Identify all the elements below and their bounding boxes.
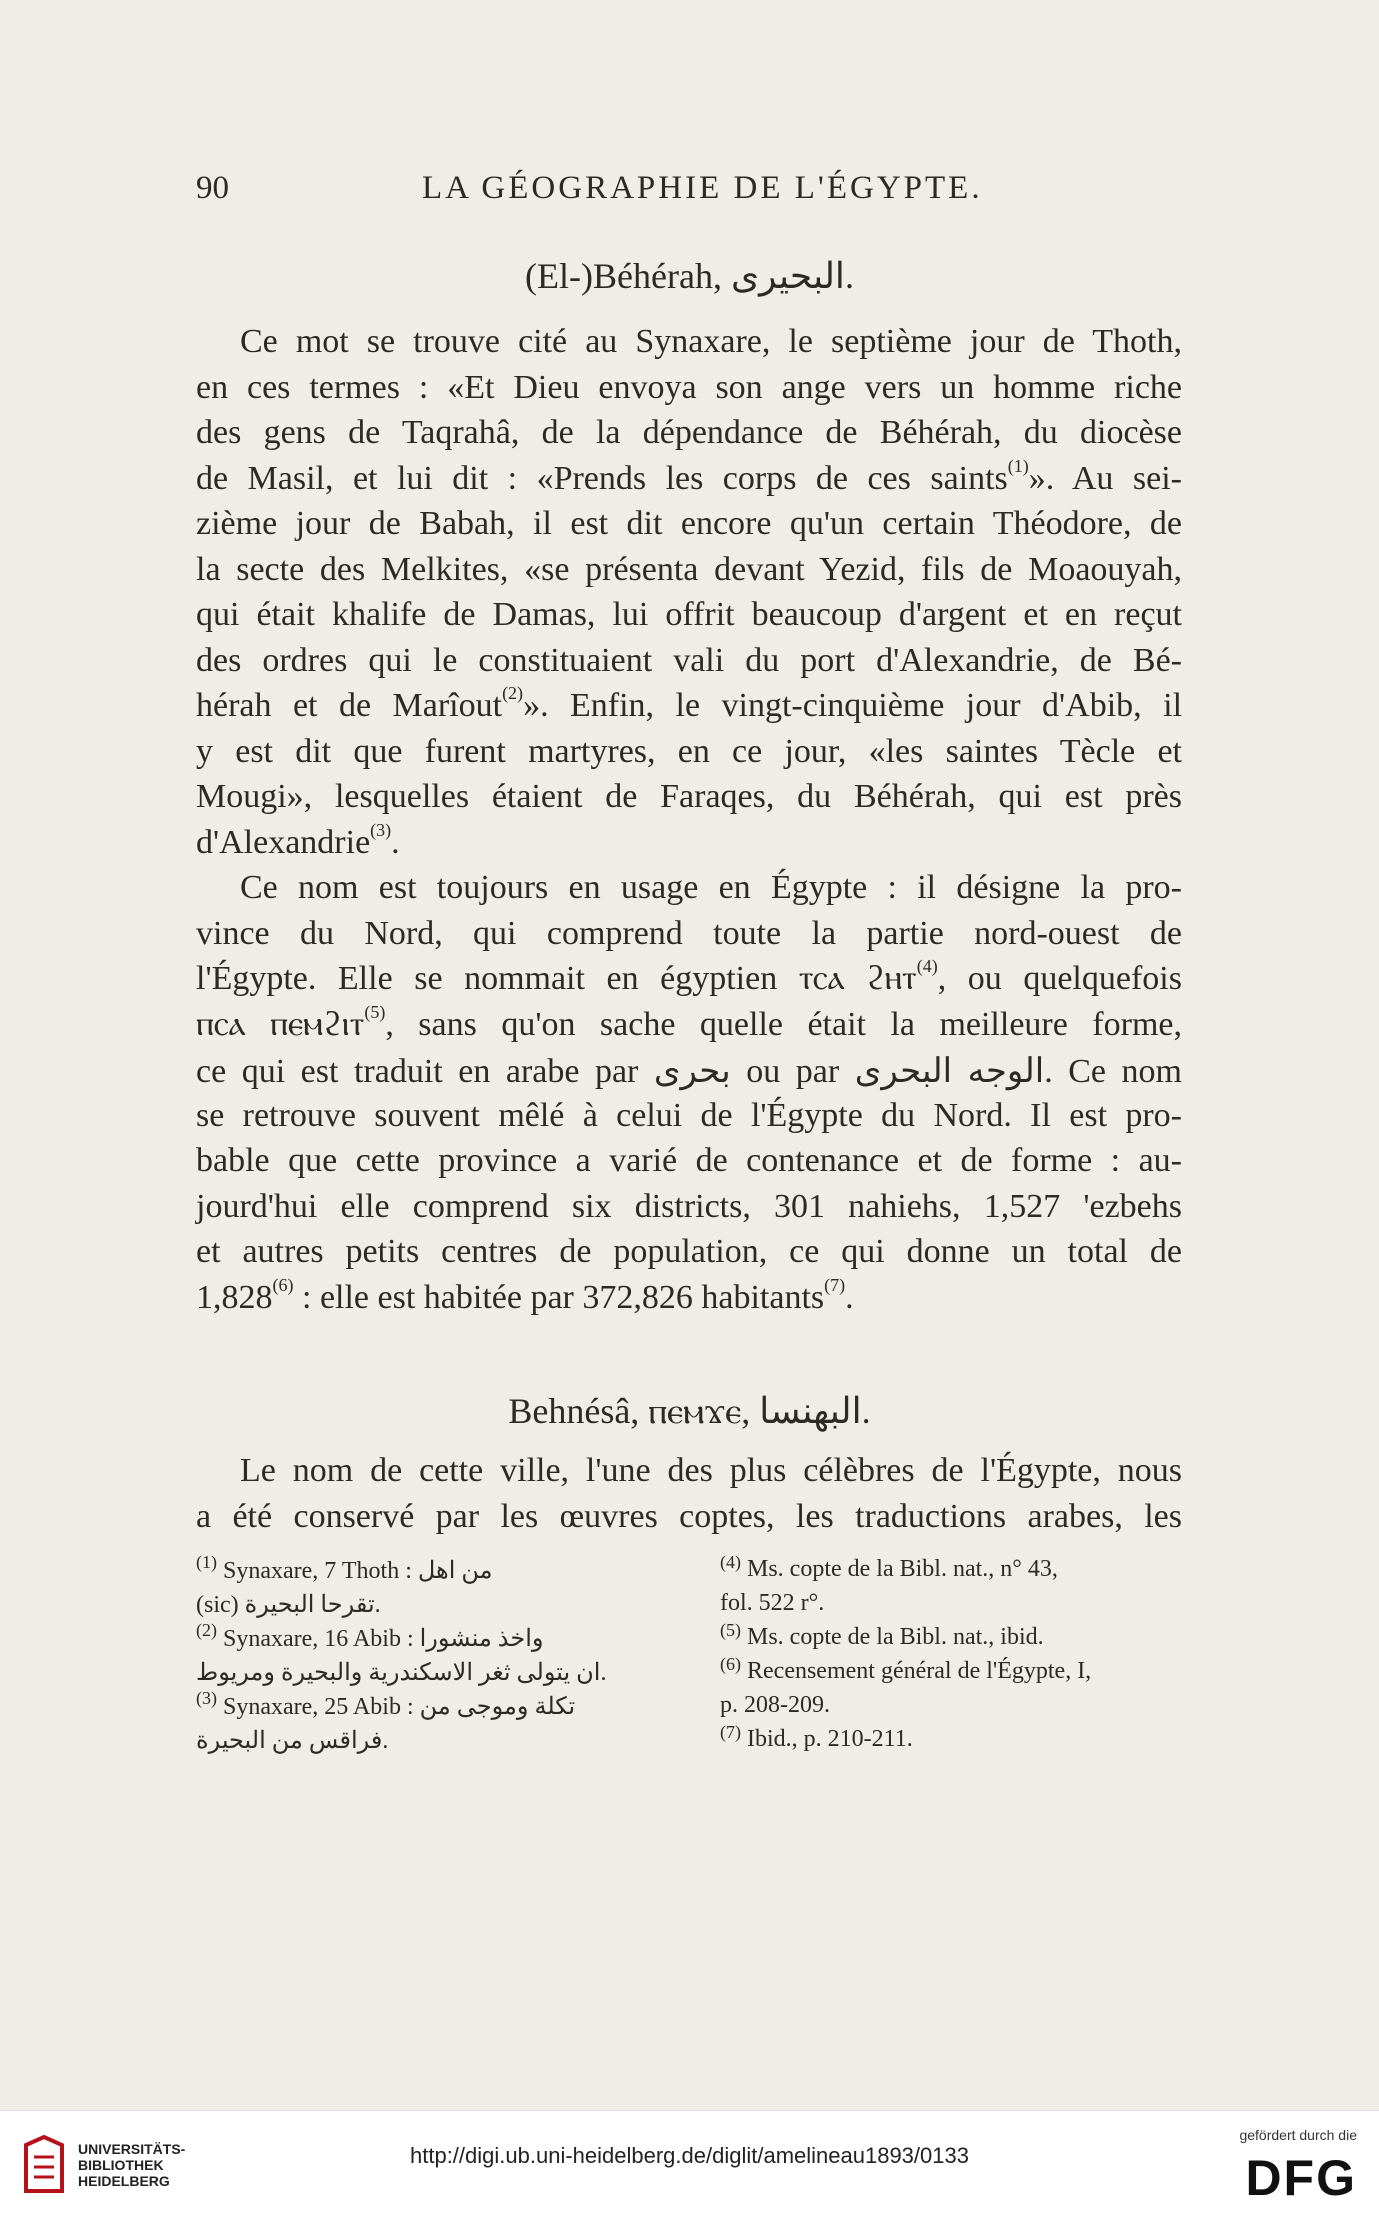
text-line: des ordres qui le constituaient vali du port d'Alexandrie, de Bé- bbox=[196, 641, 1182, 679]
footnote-line: $^{(6)}$ Recensement général de l'Égypte, I, bbox=[720, 1654, 1092, 1684]
text-line: zième jour de Babah, il est dit encore qu'un certain Théodore, de bbox=[196, 505, 1182, 542]
text-line: Ce nom est toujours en usage en Égypte : il désigne la pro- bbox=[240, 869, 1182, 906]
footnote-line: $^{(4)}$ Ms. copte de la Bibl. nat., n° 43, bbox=[720, 1552, 1058, 1582]
text-line: d'Alexandrie$^{(3)}$. bbox=[196, 819, 400, 861]
footnote-line: $^{(5)}$ Ms. copte de la Bibl. nat., ibid. bbox=[720, 1620, 1044, 1650]
viewer-footer bbox=[0, 2110, 1379, 2215]
footnote-line: (sic) تقرحا البحيرة. bbox=[196, 1592, 381, 1618]
text-line: des gens de Taqrahâ, de la dépendance de Béhérah, du diocèse bbox=[196, 414, 1182, 451]
text-line: vince du Nord, qui comprend toute la partie nord-ouest de bbox=[196, 914, 1182, 952]
running-title: LA GÉOGRAPHIE DE L'ÉGYPTE. bbox=[422, 170, 983, 206]
text-line: en ces termes : «Et Dieu envoya son ange vers un homme riche bbox=[196, 368, 1182, 406]
text-line: la secte des Melkites, «se présenta devant Yezid, fils de Moaouyah, bbox=[196, 550, 1182, 588]
text-line: qui était khalife de Damas, lui offrit beaucoup d'argent et en reçut bbox=[196, 596, 1182, 633]
section-title-beherah: (El-)Béhérah, البحيرى. bbox=[525, 256, 854, 296]
text-line: de Masil, et lui dit : «Prends les corps de ces saints$^{(1)}$». Au sei- bbox=[196, 455, 1182, 497]
section-title-behnesa: Behnésâ, ⲡⲉⲙϫⲉ, البهنسا. bbox=[508, 1391, 871, 1431]
page-number: 90 bbox=[196, 170, 229, 206]
text-line: Le nom de cette ville, l'une des plus célèbres de l'Égypte, nous bbox=[240, 1452, 1182, 1489]
footnote-line: fol. 522 r°. bbox=[720, 1590, 825, 1616]
permalink-url[interactable]: http://digi.ub.uni-heidelberg.de/diglit/amelineau1893/0133 bbox=[410, 2143, 969, 2168]
footnote-line: $^{(2)}$ Synaxare, 16 Abib : واخذ منشورا bbox=[196, 1620, 544, 1652]
dfg-logo: DFG bbox=[1245, 2150, 1357, 2206]
library-name: UNIVERSITÄTS- BIBLIOTHEK HEIDELBERG bbox=[78, 2141, 186, 2189]
text-line: a été conservé par les œuvres coptes, les traductions arabes, les bbox=[196, 1497, 1182, 1535]
text-line: y est dit que furent martyres, en ce jour, «les saintes Tècle et bbox=[196, 732, 1182, 770]
text-line: l'Égypte. Elle se nommait en égyptien ⲧⲥⲁ ϩⲏⲧ$^{(4)}$, ou quelquefois bbox=[196, 956, 1182, 997]
footnote-line: فراقس من البحيرة. bbox=[196, 1728, 389, 1754]
text-line: 1,828$^{(6)}$ : elle est habitée par 372,826 habitants$^{(7)}$. bbox=[196, 1274, 854, 1316]
text-line: bable que cette province a varié de contenance et de forme : au- bbox=[196, 1142, 1182, 1179]
text-line: jourd'hui elle comprend six districts, 301 nahiehs, 1,527 'ezbehs bbox=[196, 1187, 1182, 1225]
footnote-line: ان يتولى ثغر الاسكندرية والبحيرة ومريوط. bbox=[196, 1660, 607, 1686]
footnote-line: $^{(7)}$ Ibid., p. 210-211. bbox=[720, 1722, 913, 1752]
footnote-line: $^{(3)}$ Synaxare, 25 Abib : تكلة وموجى من bbox=[196, 1688, 576, 1720]
text-line: hérah et de Marîout$^{(2)}$». Enfin, le vingt-cinquième jour d'Abib, il bbox=[196, 683, 1183, 724]
text-line: Ce mot se trouve cité au Synaxare, le septième jour de Thoth, bbox=[240, 323, 1182, 360]
footnote-line: p. 208-209. bbox=[720, 1692, 830, 1718]
footnote-line: $^{(1)}$ Synaxare, 7 Thoth : من اهل bbox=[196, 1552, 493, 1584]
text-line: ce qui est traduit en arabe par بحرى ou par الوجه البحرى. Ce nom bbox=[196, 1053, 1182, 1090]
text-line: ⲡⲥⲁ ⲡⲉⲙϩⲓⲧ$^{(5)}$, sans qu'on sache quelle était la meilleure forme, bbox=[196, 1001, 1182, 1043]
text-line: et autres petits centres de population, ce qui donne un total de bbox=[196, 1233, 1182, 1270]
text-line: Mougi», lesquelles étaient de Faraqes, du Béhérah, qui est près bbox=[196, 778, 1182, 815]
funder-caption: gefördert durch die bbox=[1239, 2127, 1357, 2143]
text-line: se retrouve souvent mêlé à celui de l'Égypte du Nord. Il est pro- bbox=[196, 1096, 1182, 1134]
